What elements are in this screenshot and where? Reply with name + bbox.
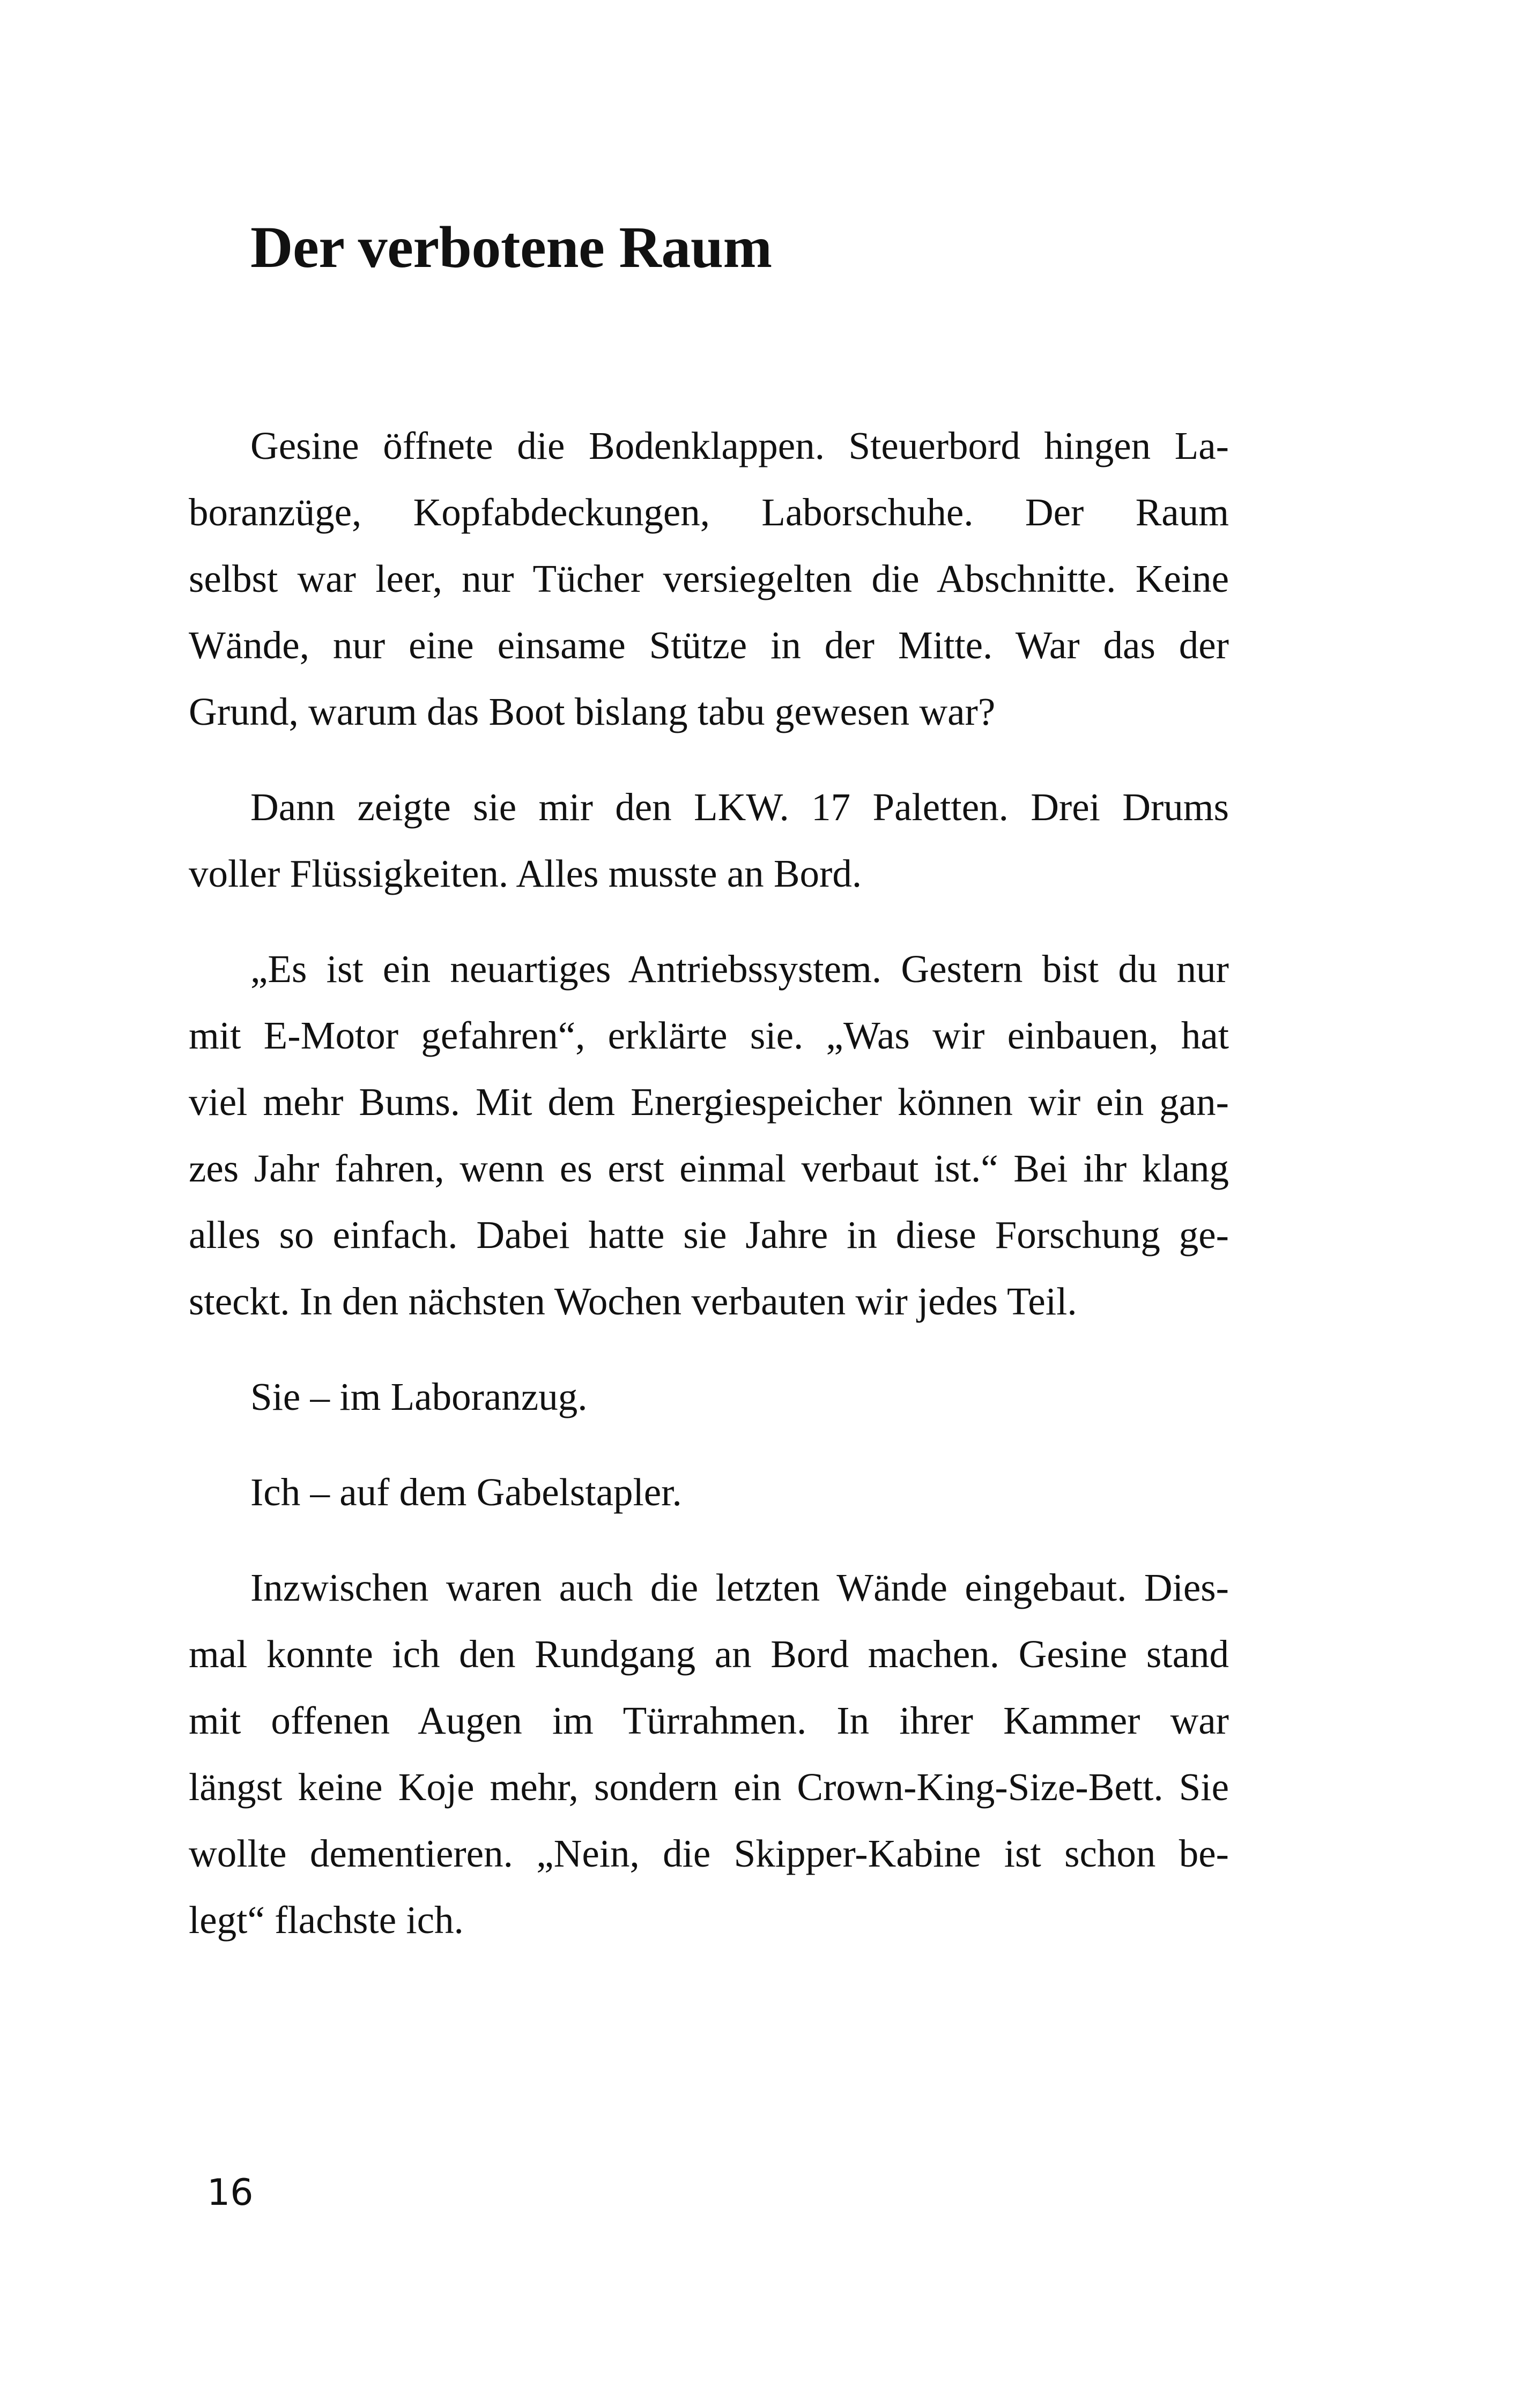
page-number: 16 <box>207 2172 254 2214</box>
paragraph-2 <box>189 774 1229 907</box>
text-line: zes Jahr fahren, wenn es erst einmal verbaut ist.“ Bei ihr klang <box>189 1147 1229 1190</box>
text-line: alles so einfach. Dabei hatte sie Jahre in diese Forschung ge- <box>189 1213 1229 1257</box>
chapter-body <box>189 413 1229 1953</box>
text-line: Inzwischen waren auch die letzten Wände eingebaut. Dies- <box>250 1566 1229 1609</box>
text-line: wollte dementieren. „Nein, die Skipper-Kabine ist schon be- <box>189 1832 1229 1875</box>
text-line: steckt. In den nächsten Wochen verbauten wir jedes Teil. <box>189 1280 1077 1323</box>
paragraph-4 <box>189 1364 1229 1430</box>
text-line: Dann zeigte sie mir den LKW. 17 Paletten. Drei Drums <box>250 785 1229 829</box>
paragraph-1 <box>189 413 1229 745</box>
text-line: boranzüge, Kopfabdeckungen, Laborschuhe. Der Raum <box>189 490 1229 534</box>
text-line: Gesine öffnete die Bodenklappen. Steuerbord hingen La- <box>250 424 1229 467</box>
text-line: voller Flüssigkeiten. Alles musste an Bord. <box>189 852 862 895</box>
text-line: mit offenen Augen im Türrahmen. In ihrer Kammer war <box>189 1699 1229 1742</box>
text-line: längst keine Koje mehr, sondern ein Crown-King-Size-Bett. Sie <box>189 1765 1229 1809</box>
paragraph-3 <box>189 936 1229 1335</box>
text-line: Grund, warum das Boot bislang tabu gewesen war? <box>189 690 996 733</box>
text-line: selbst war leer, nur Tücher versiegelten die Abschnitte. Keine <box>189 557 1229 600</box>
text-line: Ich – auf dem Gabelstapler. <box>250 1470 682 1514</box>
text-line: legt“ flachste ich. <box>189 1898 464 1942</box>
text-line: Wände, nur eine einsame Stütze in der Mitte. War das der <box>189 623 1229 667</box>
text-line: „Es ist ein neuartiges Antriebssystem. Gestern bist du nur <box>250 947 1229 991</box>
text-line: Sie – im Laboranzug. <box>250 1375 588 1418</box>
text-line: viel mehr Bums. Mit dem Energiespeicher können wir ein gan- <box>189 1080 1229 1124</box>
text-line: mal konnte ich den Rundgang an Bord machen. Gesine stand <box>189 1632 1229 1676</box>
paragraph-5 <box>189 1459 1229 1526</box>
text-line: mit E-Motor gefahren“, erklärte sie. „Was wir einbauen, hat <box>189 1014 1229 1057</box>
paragraph-6 <box>189 1555 1229 1953</box>
chapter-title: Der verbotene Raum <box>250 214 772 280</box>
